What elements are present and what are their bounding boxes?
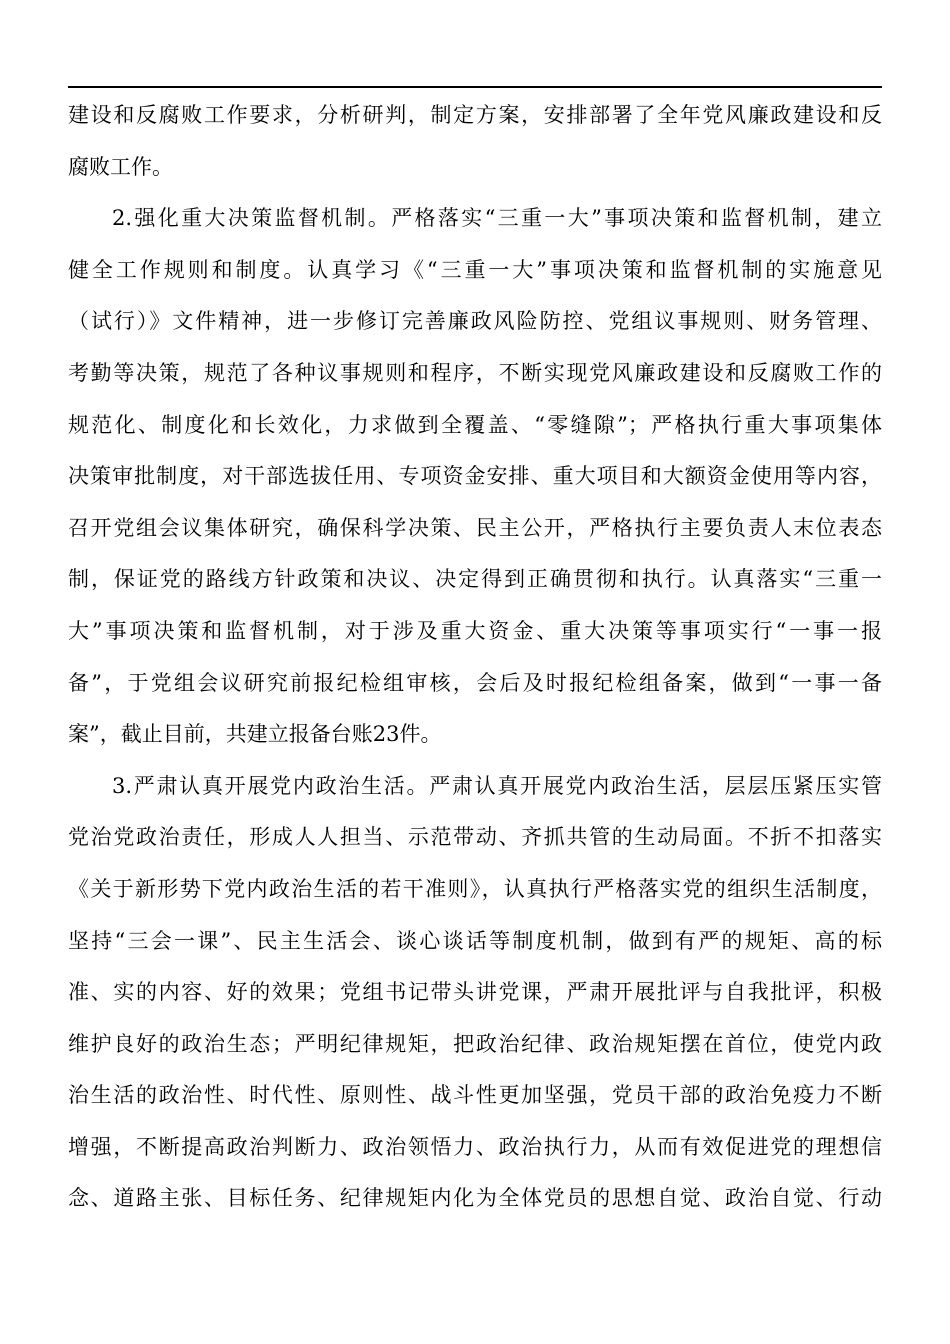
- text-line: 健全工作规则和制度。认真学习《“三重一大”事项决策和监督机制的实施意见: [68, 257, 882, 282]
- text-line: 3.严肃认真开展党内政治生活。严肃认真开展党内政治生活，层层压紧压实管: [112, 773, 882, 798]
- text-line: 决策审批制度，对干部选拔任用、专项资金安排、重大项目和大额资金使用等内容，: [68, 464, 882, 489]
- text-line: 建设和反腐败工作要求，分析研判，制定方案，安排部署了全年党风廉政建设和反: [68, 103, 882, 127]
- text-line: 念、道路主张、目标任务、纪律规矩内化为全体党员的思想自觉、政治自觉、行动: [68, 1186, 882, 1211]
- text-line: 增强，不断提高政治判断力、政治领悟力、政治执行力，从而有效促进党的理想信: [68, 1134, 882, 1159]
- text-line: 维护良好的政治生态；严明纪律规矩，把政治纪律、政治规矩摆在首位，使党内政: [68, 1031, 882, 1056]
- text-line: 备”，于党组会议研究前报纪检组审核，会后及时报纪检组备案，做到“一事一备: [68, 670, 882, 695]
- text-line: 大”事项决策和监督机制，对于涉及重大资金、重大决策等事项实行“一事一报: [68, 618, 882, 643]
- text-line: 准、实的内容、好的效果；党组书记带头讲党课，严肃开展批评与自我批评，积极: [68, 980, 882, 1005]
- text-line: 坚持“三会一课”、民主生活会、谈心谈话等制度机制，做到有严的规矩、高的标: [68, 928, 882, 953]
- document-body: [68, 90, 882, 1225]
- text-line: 治生活的政治性、时代性、原则性、战斗性更加坚强，党员干部的政治免疫力不断: [68, 1083, 882, 1108]
- text-line: 制，保证党的路线方针政策和决议、决定得到正确贯彻和执行。认真落实“三重一: [68, 567, 882, 592]
- text-line: 案”，截止目前，共建立报备台账23件。: [68, 722, 442, 747]
- text-line: 召开党组会议集体研究，确保科学决策、民主公开，严格执行主要负责人末位表态: [68, 515, 882, 540]
- text-line: 腐败工作。: [68, 154, 173, 179]
- text-line: 2.强化重大决策监督机制。严格落实“三重一大”事项决策和监督机制，建立: [112, 206, 882, 231]
- text-line: 规范化、制度化和长效化，力求做到全覆盖、“零缝隙”；严格执行重大事项集体: [68, 412, 882, 437]
- text-line: 《关于新形势下党内政治生活的若干准则》，认真执行严格落实党的组织生活制度，: [68, 876, 882, 901]
- text-line: 考勤等决策，规范了各种议事规则和程序，不断实现党风廉政建设和反腐败工作的: [68, 360, 882, 385]
- text-line: 党治党政治责任，形成人人担当、示范带动、齐抓共管的生动局面。不折不扣落实: [68, 825, 882, 850]
- text-line: （试行）》文件精神，进一步修订完善廉政风险防控、党组议事规则、财务管理、: [68, 309, 882, 334]
- header-rule: [68, 86, 882, 88]
